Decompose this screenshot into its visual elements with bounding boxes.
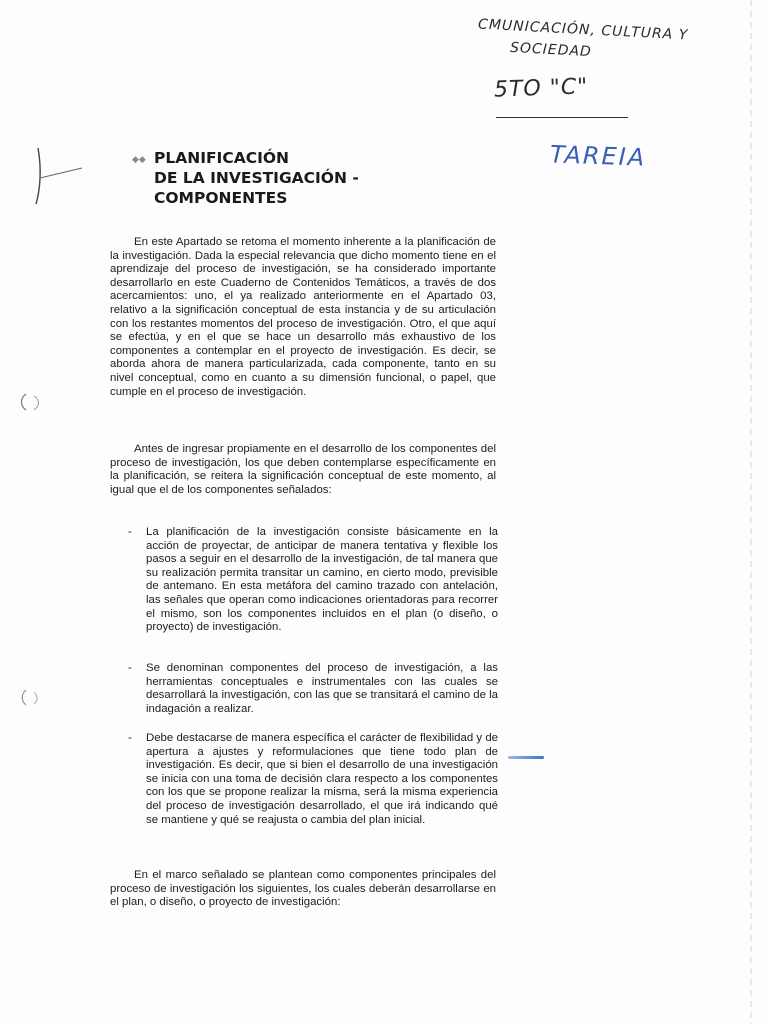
bullet-list-3 — [128, 732, 498, 827]
list-item — [128, 732, 498, 827]
bullet-text: Debe destacarse de manera específica el carácter de flexibilidad y de apertura a ajustes y reformulaciones que tiene todo plan de investigación. Es decir, que si bien el desarrollo de una investigación se inicia con una toma de decisión clara respecto a los componentes con los que se propone realizar la misma, será la misma experiencia del proceso de investigación desarrollado, el que irá indicando qué se mantiene y qué se reajusta o cambia del plan inicial. — [146, 732, 498, 826]
handwritten-grade: 5TO "C" — [493, 74, 589, 103]
paragraph-intro — [110, 236, 496, 399]
title-line-3: COMPONENTES — [154, 189, 288, 207]
pen-mark — [508, 756, 544, 759]
paragraph-text: En el marco señalado se plantean como componentes principales del proceso de investigación los siguientes, los cuales deberán desarrollarse en el plan, o diseño, o proyecto de investigación: — [110, 869, 496, 909]
hole-punch-mark-icon — [18, 390, 48, 414]
paragraph-before-components — [110, 443, 496, 497]
bullet-text: La planificación de la investigación consiste básicamente en la acción de proyectar, de anticipar de manera tentativa y flexible los pasos a seguir en el desarrollo de la investigación, de tal manera que su realización permita transitar un camino, en cierto modo, previsible de antemano. En esta metáfora del camino trazado con antelación, las señales que operan como indicaciones orientadoras para recorrer el mismo, son los componentes incluidos en el plan (o diseño, o proyecto) de investigación. — [146, 526, 498, 634]
bullet-list-2 — [128, 662, 498, 716]
paragraph-text: Antes de ingresar propiamente en el desarrollo de los componentes del proceso de investigación, los que deben contemplarse específicamente en la planificación, se reitera la significación conceptual de este momento, al igual que el de los componentes señalados: — [110, 443, 496, 496]
list-item — [128, 662, 498, 716]
margin-scribble-icon — [28, 140, 88, 210]
bullet-dash: - — [128, 662, 132, 674]
handwritten-underline — [496, 117, 628, 118]
heading-marker-icon: ◆◆ — [132, 154, 146, 164]
bullet-list-1 — [128, 526, 498, 635]
paragraph-text: En este Apartado se retoma el momento inherente a la planificación de la investigación. Dada la especial relevancia que dicho momento tiene en el aprendizaje del proceso de investigación, se ha considerado importante desarrollarlo en este Cuaderno de Contenidos Temáticos, a través de dos acercamientos: uno, el ya realizado anteriormente en el Apartado 03, relativo a la significación conceptual de esta instancia y de su articulación con los restantes momentos del proceso de investigación. Otro, el que aquí se efectúa, y en el que se hace un desarrollo más exhaustivo de los componentes a contemplar en el proyecto de investigación. Es decir, se aborda ahora de manera particularizada, cada componente, tanto en su nivel conceptual, como en cuanto a su dimensión funcional, o papel, que cumple en el proceso de investigación. — [110, 236, 496, 398]
list-item — [128, 526, 498, 635]
scan-edge-shadow — [750, 0, 752, 1024]
bullet-dash: - — [128, 526, 132, 538]
title-line-1: PLANIFICACIÓN — [154, 149, 289, 167]
handwritten-task-label: TAREIA — [549, 140, 647, 172]
page-title — [154, 148, 454, 208]
bullet-text: Se denominan componentes del proceso de investigación, a las herramientas conceptuales e instrumentales con las cuales se desarrollará la investigación, con las que se transitará el camino de la indagación a realizar. — [146, 662, 498, 715]
paragraph-components-intro — [110, 869, 496, 910]
handwritten-subject-line2: SOCIEDAD — [509, 39, 593, 61]
title-line-2: DE LA INVESTIGACIÓN - — [154, 169, 359, 187]
bullet-dash: - — [128, 732, 132, 744]
hole-punch-mark-icon-2 — [18, 686, 48, 710]
handwritten-subject-line1: CMUNICACIÓN, CULTURA Y — [477, 16, 689, 44]
